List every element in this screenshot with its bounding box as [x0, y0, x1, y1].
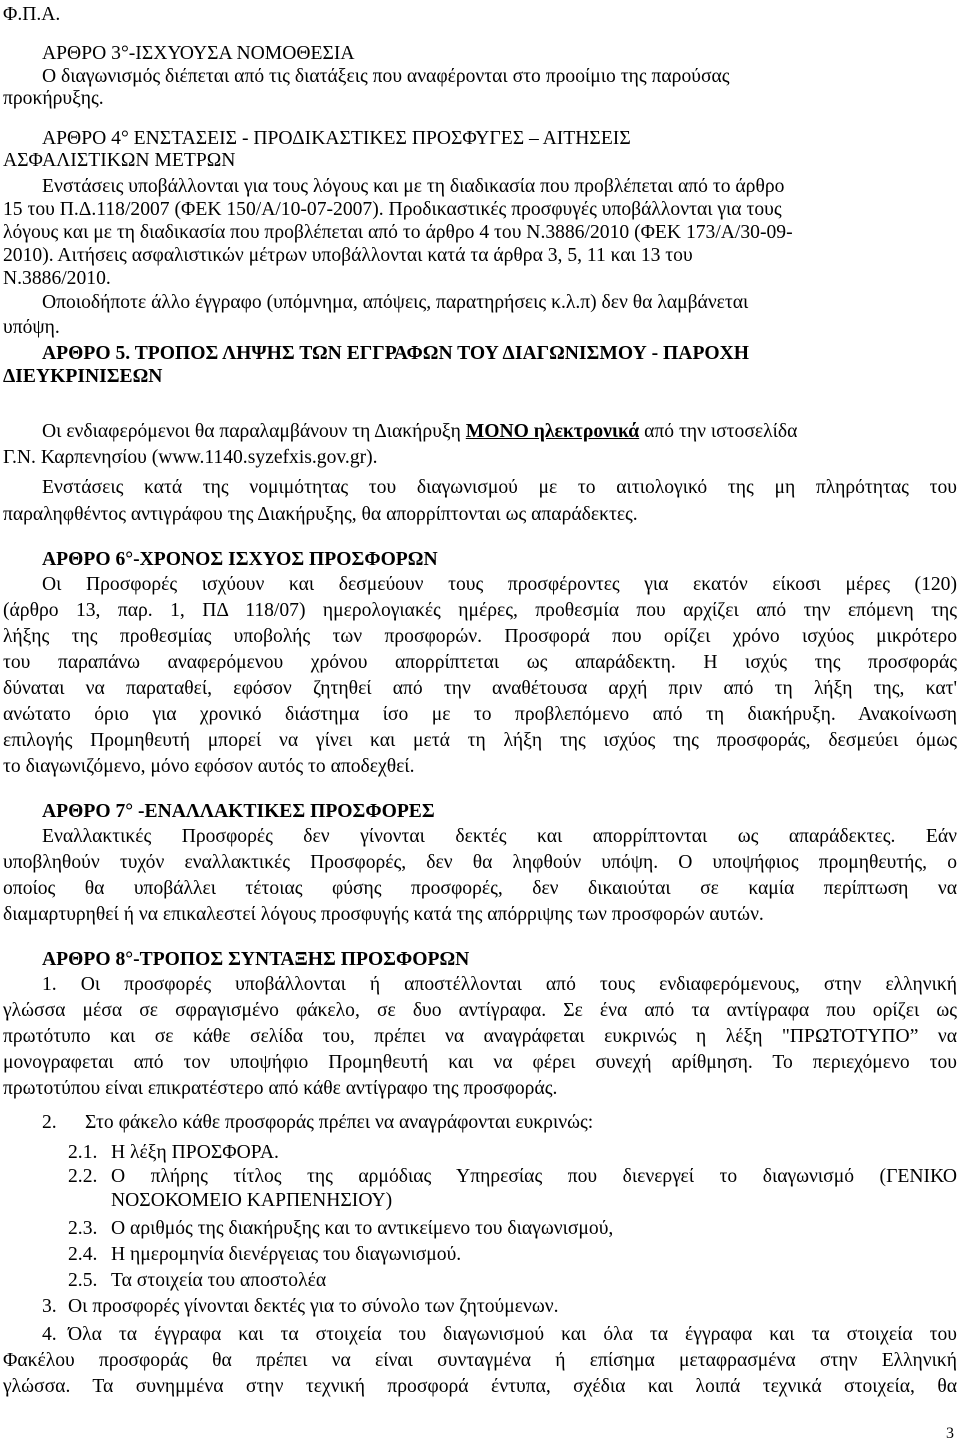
list-item: Όλα τα έγγραφα και τα στοιχεία του διαγωνισμού και όλα τα έγγραφα και τα στοιχεία του — [68, 1324, 957, 1345]
list-number: 2.1. — [68, 1142, 98, 1163]
list-item: Η ημερομηνία διενέργειας του διαγωνισμού. — [111, 1244, 462, 1265]
article-4-title: ΑΡΘΡΟ 4° ΕΝΣΤΑΣΕΙΣ - ΠΡΟΔΙΚΑΣΤΙΚΕΣ ΠΡΟΣΦΥΓΕΣ – ΑΙΤΗΣΕΙΣ — [42, 128, 631, 149]
article-6-line: δύναται να παραταθεί, εφόσον ζητηθεί από την αναθέτουσα αρχή πριν από τη λήξη της, κατ' — [3, 678, 957, 699]
article-7-line: διαμαρτυρηθεί ή να επικαλεστεί λόγους προσφυγής κατά της απόρριψης των προσφορών αυτών. — [3, 904, 764, 925]
article-3-line: Ο διαγωνισμός διέπεται από τις διατάξεις που αναφέρονται στο προοίμιο της παρούσας — [42, 66, 730, 87]
article-6-line: του παραπάνω αναφερόμενου χρόνου απορρίπτεται ως απαράδεκτη. Η ισχύς της προσφοράς — [3, 652, 957, 673]
article-7-line: υποβληθούν τυχόν εναλλακτικές Προσφορές, δεν θα ληφθούν υπόψη. Ο υποψήφιος προμηθευτής, ο — [3, 852, 957, 873]
article-6-line: (άρθρο 13, παρ. 1, ΠΔ 118/07) ημερολογιακές ημέρες, προθεσμία που αρχίζει από την επόμενη της — [3, 600, 957, 621]
article-5-emphasis: ΜΟΝΟ ηλεκτρονικά — [465, 421, 640, 442]
article-8-line: γλώσσα μέσα σε σφραγισμένο φάκελο, σε δυο αντίγραφα. Σε ένα από τα αντίγραφα που ορίζει ως — [3, 1000, 957, 1021]
article-4-line: Ν.3886/2010. — [3, 268, 111, 289]
list-number: 2.5. — [68, 1270, 98, 1291]
list-number: 3. — [42, 1296, 57, 1317]
article-6-line: ανώτατο όριο για χρονικό διάστημα ίσο με το προβλεπόμενο από τη διακήρυξη. Ανακοίνωση — [3, 704, 957, 725]
article-5-line: Ενστάσεις κατά της νομιμότητας του διαγωνισμού με το αιτιολογικό της μη πληρότητας του — [42, 477, 957, 498]
list-number: 2. — [42, 1112, 57, 1133]
article-4-line: υπόψη. — [3, 317, 60, 338]
list-item: Τα στοιχεία του αποστολέα — [111, 1270, 327, 1291]
article-5-line: Γ.Ν. Καρπενησίου (www.1140.syzefxis.gov.gr). — [3, 447, 378, 468]
article-5-text: Οι ενδιαφερόμενοι θα παραλαμβάνουν τη Διακήρυξη — [42, 421, 466, 442]
list-item: Ο πλήρης τίτλος της αρμόδιας Υπηρεσίας που διενεργεί το διαγωνισμό (ΓΕΝΙΚΟ — [111, 1166, 957, 1187]
list-item: Οι προσφορές γίνονται δεκτές για το σύνολο των ζητούμενων. — [68, 1296, 559, 1317]
article-8-line: 1. Οι προσφορές υποβάλλονται ή αποστέλλονται από τους ενδιαφερόμενους, στην ελληνική — [42, 974, 957, 995]
list-number: 2.3. — [68, 1218, 98, 1239]
article-6-line: Οι Προσφορές ισχύουν και δεσμεύουν τους προσφέροντες για εκατόν είκοσι μέρες (120) — [42, 574, 957, 595]
list-number: 2.2. — [68, 1166, 98, 1187]
article-4-line: Οποιοδήποτε άλλο έγγραφο (υπόμνημα, απόψεις, παρατηρήσεις κ.λ.π) δεν θα λαμβάνεται — [42, 292, 749, 313]
article-4-title: ΑΣΦΑΛΙΣΤΙΚΩΝ ΜΕΤΡΩΝ — [3, 150, 236, 171]
article-8-line: μονογραφεται από τον υποψήφιο Προμηθευτή και να φέρει συνεχή αρίθμηση. Το περιεχόμενο του — [3, 1052, 957, 1073]
article-8-title: ΑΡΘΡΟ 8°-ΤΡΟΠΟΣ ΣΥΝΤΑΞΗΣ ΠΡΟΣΦΟΡΩΝ — [42, 949, 470, 970]
article-4-line: Ενστάσεις υποβάλλονται για τους λόγους και με τη διαδικασία που προβλέπεται από το άρθρο — [42, 176, 785, 197]
article-8-line: Φακέλου προσφοράς θα πρέπει να είναι συνταγμένα ή επίσημα μεταφρασμένα στην Ελληνική — [3, 1350, 957, 1371]
article-3-line: προκήρυξης. — [3, 88, 104, 109]
article-3-title: ΑΡΘΡΟ 3°-ΙΣΧΥΟΥΣΑ ΝΟΜΟΘΕΣΙΑ — [42, 43, 355, 64]
page-number: 3 — [946, 1425, 954, 1442]
article-8-line: πρωτοτύπου είναι επικρατέστερο από κάθε αντίγραφο της προσφοράς. — [3, 1078, 558, 1099]
list-item: Ο αριθμός της διακήρυξης και το αντικείμενο του διαγωνισμού, — [111, 1218, 614, 1239]
list-number: 2.4. — [68, 1244, 98, 1265]
article-8-line: γλώσσα. Τα συνημμένα στην τεχνική προσφορά έντυπα, σχέδια και λοιπά τεχνικά στοιχεία, θα — [3, 1376, 957, 1397]
article-6-line: επιλογής Προμηθευτή μπορεί να γίνει και μετά τη λήξη της ισχύος της προσφοράς, δεσμεύει όμως — [3, 730, 957, 751]
list-item: Η λέξη ΠΡΟΣΦΟΡΑ. — [111, 1142, 279, 1163]
list-number: 4. — [42, 1324, 57, 1345]
article-5-title: ΔΙΕΥΚΡΙΝΙΣΕΩΝ — [3, 366, 163, 387]
article-7-line: Εναλλακτικές Προσφορές δεν γίνονται δεκτές και απορρίπτονται ως απαράδεκτες. Εάν — [42, 826, 957, 847]
header-org: Φ.Π.Α. — [3, 4, 61, 25]
article-6-line: το διαγωνιζόμενο, μόνο εφόσον αυτός το αποδεχθεί. — [3, 756, 415, 777]
list-item: Στο φάκελο κάθε προσφοράς πρέπει να αναγράφονται ευκρινώς: — [85, 1112, 594, 1133]
article-4-line: λόγους και με τη διαδικασία που προβλέπεται από το άρθρο 4 του Ν.3886/2010 (ΦΕΚ 173/Α/30-09- — [3, 222, 793, 243]
article-7-title: ΑΡΘΡΟ 7° -ΕΝΑΛΛΑΚΤΙΚΕΣ ΠΡΟΣΦΟΡΕΣ — [42, 801, 435, 822]
article-5-line — [42, 421, 797, 444]
article-5-text: από την ιστοσελίδα — [639, 421, 798, 442]
article-6-line: λήξης της προθεσμίας υποβολής των προσφορών. Προσφορά που ορίζει χρόνο ισχύος μικρότερο — [3, 626, 957, 647]
list-item: ΝΟΣΟΚΟΜΕΙΟ ΚΑΡΠΕΝΗΣΙΟΥ) — [111, 1190, 393, 1211]
article-4-line: 15 του Π.Δ.118/2007 (ΦΕΚ 150/Α/10-07-2007). Προδικαστικές προσφυγές υποβάλλονται για τους — [3, 199, 782, 220]
article-5-title: ΑΡΘΡΟ 5. ΤΡΟΠΟΣ ΛΗΨΗΣ ΤΩΝ ΕΓΓΡΑΦΩΝ ΤΟΥ ΔΙΑΓΩΝΙΣΜΟΥ - ΠΑΡΟΧΗ — [42, 343, 750, 364]
article-7-line: οποίος θα υποβάλλει τέτοιας φύσης προσφορές, δεν δικαιούται σε καμία περίπτωση να — [3, 878, 957, 899]
article-8-line: πρωτότυπο και σε κάθε σελίδα του, πρέπει να αναγράφεται ευκρινώς η λέξη "ΠΡΩΤΟΤΥΠΟ” να — [3, 1026, 957, 1047]
article-6-title: ΑΡΘΡΟ 6°-ΧΡΟΝΟΣ ΙΣΧΥΟΣ ΠΡΟΣΦΟΡΩΝ — [42, 549, 438, 570]
article-5-line: παραληφθέντος αντιγράφου της Διακήρυξης, θα απορρίπτονται ως απαράδεκτες. — [3, 504, 638, 525]
article-4-line: 2010). Αιτήσεις ασφαλιστικών μέτρων υποβάλλονται κατά τα άρθρα 3, 5, 11 και 13 του — [3, 245, 693, 266]
